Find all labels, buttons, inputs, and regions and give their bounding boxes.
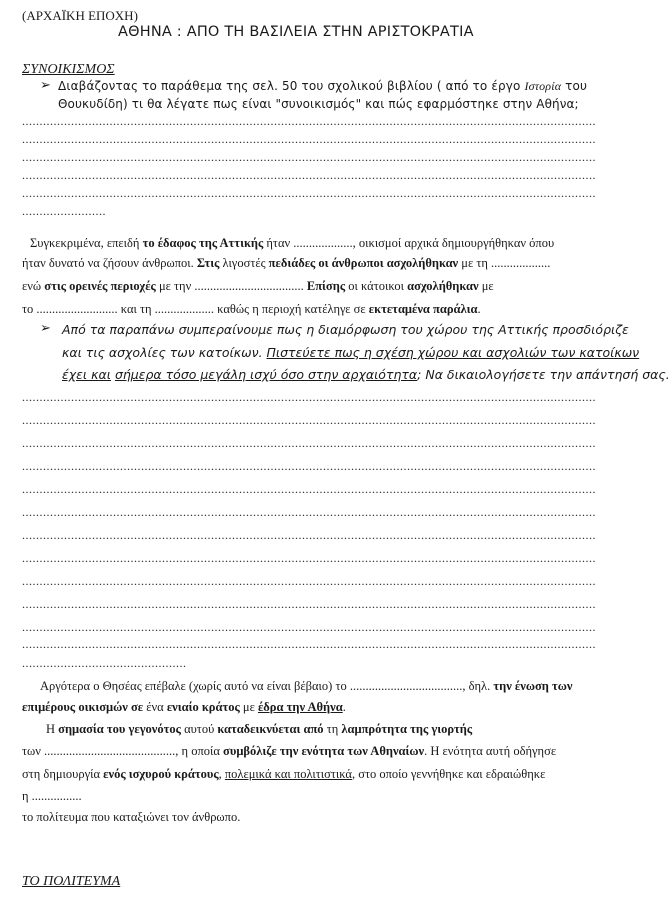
text-span-bold: το έδαφος της Αττικής — [142, 236, 264, 250]
text-span-bold: καταδεικνύεται από — [217, 722, 324, 736]
text-span: ήταν ..................., οικισμοί αρχικά δημιουργήθηκαν όπου — [263, 236, 555, 250]
question-1-text: Διαβάζοντας το παράθεμα της σελ. 50 του σχολικού βιβλίου ( από το έργο — [58, 79, 525, 93]
text-span: τη — [323, 722, 342, 736]
text-span-bold: ασχολήθηκαν — [407, 279, 479, 293]
text-span-underlined: πολεμικά και πολιτιστικά — [224, 767, 352, 781]
answer-line[interactable]: .................................................................................................................................................................... — [22, 505, 596, 519]
text-span-bold: συμβόλιζε την ενότητα των Αθηναίων — [223, 744, 425, 758]
festival-line-5: το πολίτευμα που καταξιώνει τον άνθρωπο. — [22, 810, 241, 824]
text-span: με — [478, 279, 494, 293]
text-span-underlined: σήμερα τόσο μεγάλη ισχύ όσο στην αρχαιότητα — [114, 367, 418, 382]
text-span-bold: Επίσης — [306, 279, 346, 293]
question-1-line-1 — [58, 79, 587, 94]
text-span: . — [342, 700, 346, 714]
question-2-line-3 — [62, 367, 670, 382]
answer-line[interactable]: .................................................................................................................................................................... — [22, 574, 596, 588]
text-span: ; Να δικαιολογήσετε την απάντησή σας. — [417, 367, 670, 382]
festival-line-4[interactable]: η ................ — [22, 789, 82, 803]
fill-paragraph-line-4 — [22, 302, 602, 317]
answer-line[interactable]: .................................................................................................................................................................... — [22, 168, 596, 182]
text-span: ήταν δυνατό να ζήσουν άνθρωποι. — [22, 256, 197, 270]
section-heading-politeuma: ΤΟ ΠΟΛΙΤΕΥΜΑ — [22, 874, 121, 889]
text-span-bold: σημασία του γεγονότος — [58, 722, 181, 736]
answer-line[interactable]: .................................................................................................................................................................... — [22, 114, 596, 128]
text-span: Συγκεκριμένα, επειδή — [30, 236, 143, 250]
text-span-bold: Στις — [196, 256, 220, 270]
text-span-bold: στις ορεινές περιοχές — [44, 279, 156, 293]
festival-line-1 — [46, 722, 626, 737]
fill-paragraph-line-2 — [22, 256, 602, 271]
text-span: με την ................................... — [155, 279, 307, 293]
theseus-line-2 — [22, 700, 602, 715]
question-1-text-end: του — [561, 79, 588, 93]
text-span: Η — [46, 722, 59, 736]
answer-line[interactable]: .................................................................................................................................................................... — [22, 413, 596, 427]
text-span: και τις ασχολίες των κατοίκων. — [62, 345, 267, 360]
bullet-arrow-icon: ➢ — [40, 321, 51, 336]
answer-line[interactable]: .................................................................................................................................................................... — [22, 482, 596, 496]
answer-line[interactable]: .................................................................................................................................................................... — [22, 436, 596, 450]
question-1-line-2: Θουκυδίδη) τι θα λέγατε πως είναι "συνοικισμός" και πώς εφαρμόστηκε στην Αθήνα; — [58, 97, 579, 111]
question-1-source-title: Ιστορία — [524, 79, 562, 93]
text-span: ένα — [143, 700, 167, 714]
answer-line-short[interactable]: ........................ — [22, 204, 106, 218]
era-label: (ΑΡΧΑΪΚΗ ΕΠΟΧΗ) — [22, 8, 138, 23]
festival-line-2 — [22, 744, 602, 759]
text-span: , στο οποίο γεννήθηκε και εδραιώθηκε — [351, 767, 546, 781]
answer-line[interactable]: .................................................................................................................................................................... — [22, 637, 596, 651]
answer-line[interactable]: .................................................................................................................................................................... — [22, 390, 596, 404]
text-span-underlined: έχει και — [62, 367, 111, 382]
fill-paragraph-line-1 — [30, 236, 610, 251]
text-span-bold: πεδιάδες οι άνθρωποι ασχολήθηκαν — [268, 256, 459, 270]
text-span: οι κάτοικοι — [345, 279, 408, 293]
text-span: ενώ — [22, 279, 45, 293]
text-span-bold: επιμέρους οικισμών σε — [22, 700, 144, 714]
text-span: των .........................................., η οποία — [22, 744, 224, 758]
text-span: με — [239, 700, 258, 714]
text-span-bold: ενιαίο κράτος — [166, 700, 240, 714]
question-2-line-2 — [62, 345, 639, 360]
text-span-bold: λαμπρότητα της γιορτής — [341, 722, 473, 736]
answer-line[interactable]: .................................................................................................................................................................... — [22, 620, 596, 634]
text-span-bold: την ένωση των — [493, 679, 573, 693]
text-span: . — [477, 302, 481, 316]
answer-line[interactable]: .................................................................................................................................................................... — [22, 597, 596, 611]
text-span: . Η ενότητα αυτή οδήγησε — [424, 744, 557, 758]
bullet-arrow-icon: ➢ — [40, 78, 51, 93]
fill-paragraph-line-3 — [22, 279, 602, 294]
text-span: στη δημιουργία — [22, 767, 104, 781]
festival-line-3 — [22, 767, 602, 782]
answer-line-short[interactable]: ............................................... — [22, 656, 187, 670]
text-span-bold: εκτεταμένα παράλια — [368, 302, 478, 316]
question-2-line-1: Από τα παραπάνω συμπεραίνουμε πως η διαμόρφωση του χώρου της Αττικής προσδιόριζε — [62, 322, 629, 337]
text-span: λιγοστές — [219, 256, 269, 270]
answer-line[interactable]: .................................................................................................................................................................... — [22, 150, 596, 164]
section-heading-synoikismos: ΣΥΝΟΙΚΙΣΜΟΣ — [22, 62, 115, 77]
answer-line[interactable]: .................................................................................................................................................................... — [22, 132, 596, 146]
text-span: Αργότερα ο Θησέας επέβαλε (χωρίς αυτό να είναι βέβαιο) το ...................................., δηλ. — [40, 679, 494, 693]
page-title: ΑΘΗΝΑ : ΑΠΟ ΤΗ ΒΑΣΙΛΕΙΑ ΣΤΗΝ ΑΡΙΣΤΟΚΡΑΤΙΑ — [118, 24, 474, 40]
answer-line[interactable]: .................................................................................................................................................................... — [22, 459, 596, 473]
text-span: με τη ................... — [458, 256, 551, 270]
text-span: το .......................... και τη ................... καθώς η περιοχή κατέληγε σε — [22, 302, 369, 316]
answer-line[interactable]: .................................................................................................................................................................... — [22, 528, 596, 542]
text-span: αυτού — [180, 722, 218, 736]
text-span-underlined: Πιστεύετε πως η σχέση χώρου και ασχολιών των κατοίκων — [266, 345, 640, 360]
text-span-bold: ενός ισχυρού κράτους — [103, 767, 219, 781]
text-span: , — [218, 767, 225, 781]
theseus-line-1 — [40, 679, 620, 694]
answer-line[interactable]: .................................................................................................................................................................... — [22, 186, 596, 200]
text-span-bold-underlined: έδρα την Αθήνα — [257, 700, 343, 714]
answer-line[interactable]: .................................................................................................................................................................... — [22, 551, 596, 565]
